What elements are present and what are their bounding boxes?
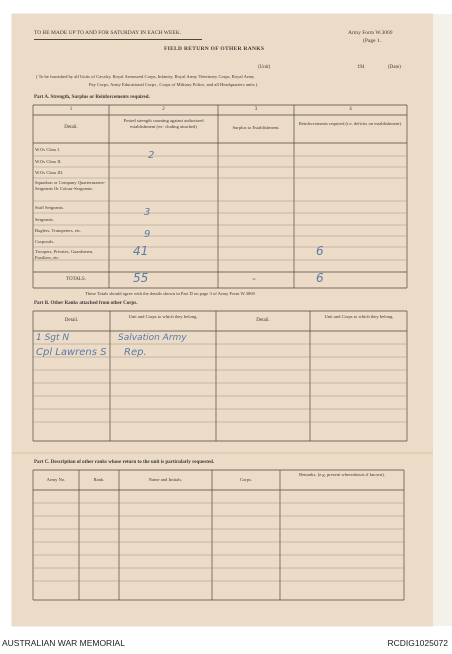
- row-qm-sergeants: Squadron or Company Quartermaster-Sergeants Or Colour-Sergeants.: [35, 180, 106, 191]
- part-c-col-remarks: Remarks. (e.g. present whereabouts if known).: [299, 472, 385, 477]
- totals-note: These Totals should agree with the details shown in Part D on page 3 of Army Form W.3069: [85, 291, 255, 296]
- col-number-4: 4: [349, 107, 352, 112]
- part-c-col-corps: Corps.: [239, 477, 253, 482]
- posted-sergeants: 3: [144, 207, 151, 218]
- reinf-troopers: 6: [316, 244, 324, 258]
- attached-unit-1: Salvation Army: [118, 333, 187, 343]
- year-label: 194: [357, 65, 365, 70]
- posted-corporals: 9: [144, 229, 151, 240]
- row-sergeants: Sergeants.: [35, 217, 54, 222]
- row-buglers: Buglers, Trumpeters, etc.: [35, 228, 82, 233]
- posted-wo-class-2: 2: [148, 150, 155, 161]
- part-c-title: Part C. Description of other ranks whose return to the unit is particularly requested.: [34, 460, 215, 465]
- part-c-col-rank: Rank.: [93, 477, 105, 482]
- part-b-title: Part B. Other Ranks attached from other Corps.: [34, 301, 138, 306]
- instructions-line-2: Pay Corps, Army Educational Corps , Corps of Military Police, and all Headquarters units ).: [89, 82, 259, 87]
- page-number: (Page 1.: [363, 38, 382, 44]
- col-number-3: 3: [254, 107, 258, 112]
- col-number-1: 1: [69, 107, 73, 112]
- row-corporals: Corporals.: [35, 239, 55, 244]
- row-wo-class-3: W.Os Class III.: [35, 170, 64, 175]
- part-b-col-detail-2: Detail.: [256, 318, 270, 323]
- part-b-col-unit-1: Unit and Corps to which they belong.: [128, 314, 198, 319]
- row-troopers: Troopers, Privates, Guardsmen, Fusiliers, etc.: [35, 249, 94, 260]
- col-number-2: 2: [162, 107, 165, 112]
- row-wo-class-2: W.Os Class II.: [35, 159, 62, 164]
- form-number: Army Form W.3069: [348, 30, 393, 36]
- col-header-posted: Posted strength counting against authorized establishment (ex- cluding attached): [123, 118, 204, 129]
- total-reinf: 6: [316, 271, 324, 285]
- totals-label: TOTALS.: [66, 277, 86, 282]
- col-header-detail: Detail.: [64, 125, 78, 130]
- part-c-col-army-no: Army No.: [46, 477, 66, 482]
- part-a-title: Part A. Strength, Surplus or Reinforcements required.: [34, 95, 150, 100]
- attached-detail-2: Cpl Lawrens S: [36, 347, 107, 358]
- instructions-line-1: ( To be furnished by all Units of Cavalry, Royal Armoured Corps, Infantry, Royal Army Veterinary Corps, Royal Army: [36, 74, 255, 79]
- footer-id: RCDIG1025072: [387, 638, 448, 648]
- part-c-col-name: Name and Initials.: [148, 477, 183, 482]
- posted-troopers: 41: [133, 244, 149, 258]
- total-posted: 55: [133, 271, 149, 285]
- footer-source: AUSTRALIAN WAR MEMORIAL: [2, 638, 125, 648]
- form-title: FIELD RETURN OF OTHER RANKS: [164, 46, 265, 52]
- row-staff-sergeants: Staff Sergeants.: [35, 205, 64, 210]
- top-note: TO BE MADE UP TO AND FOR SATURDAY IN EACH WEEK.: [34, 30, 182, 36]
- part-b-col-detail-1: Detail.: [64, 318, 79, 323]
- part-b-col-unit-2: Unit and Corps to which they belong.: [324, 314, 394, 319]
- col-header-surplus: Surplus to Establishment.: [232, 125, 280, 130]
- date-label: (Date): [388, 65, 401, 70]
- total-surplus: -: [252, 272, 256, 285]
- row-wo-class-1: W.Os Class I.: [35, 147, 61, 152]
- col-header-reinforcements: Reinforcements required (i.e. deficits on establishment).: [298, 121, 403, 126]
- unit-label: (Unit): [258, 65, 271, 70]
- attached-detail-1: 1 Sgt N: [36, 333, 70, 343]
- attached-unit-2: Rep.: [124, 347, 147, 358]
